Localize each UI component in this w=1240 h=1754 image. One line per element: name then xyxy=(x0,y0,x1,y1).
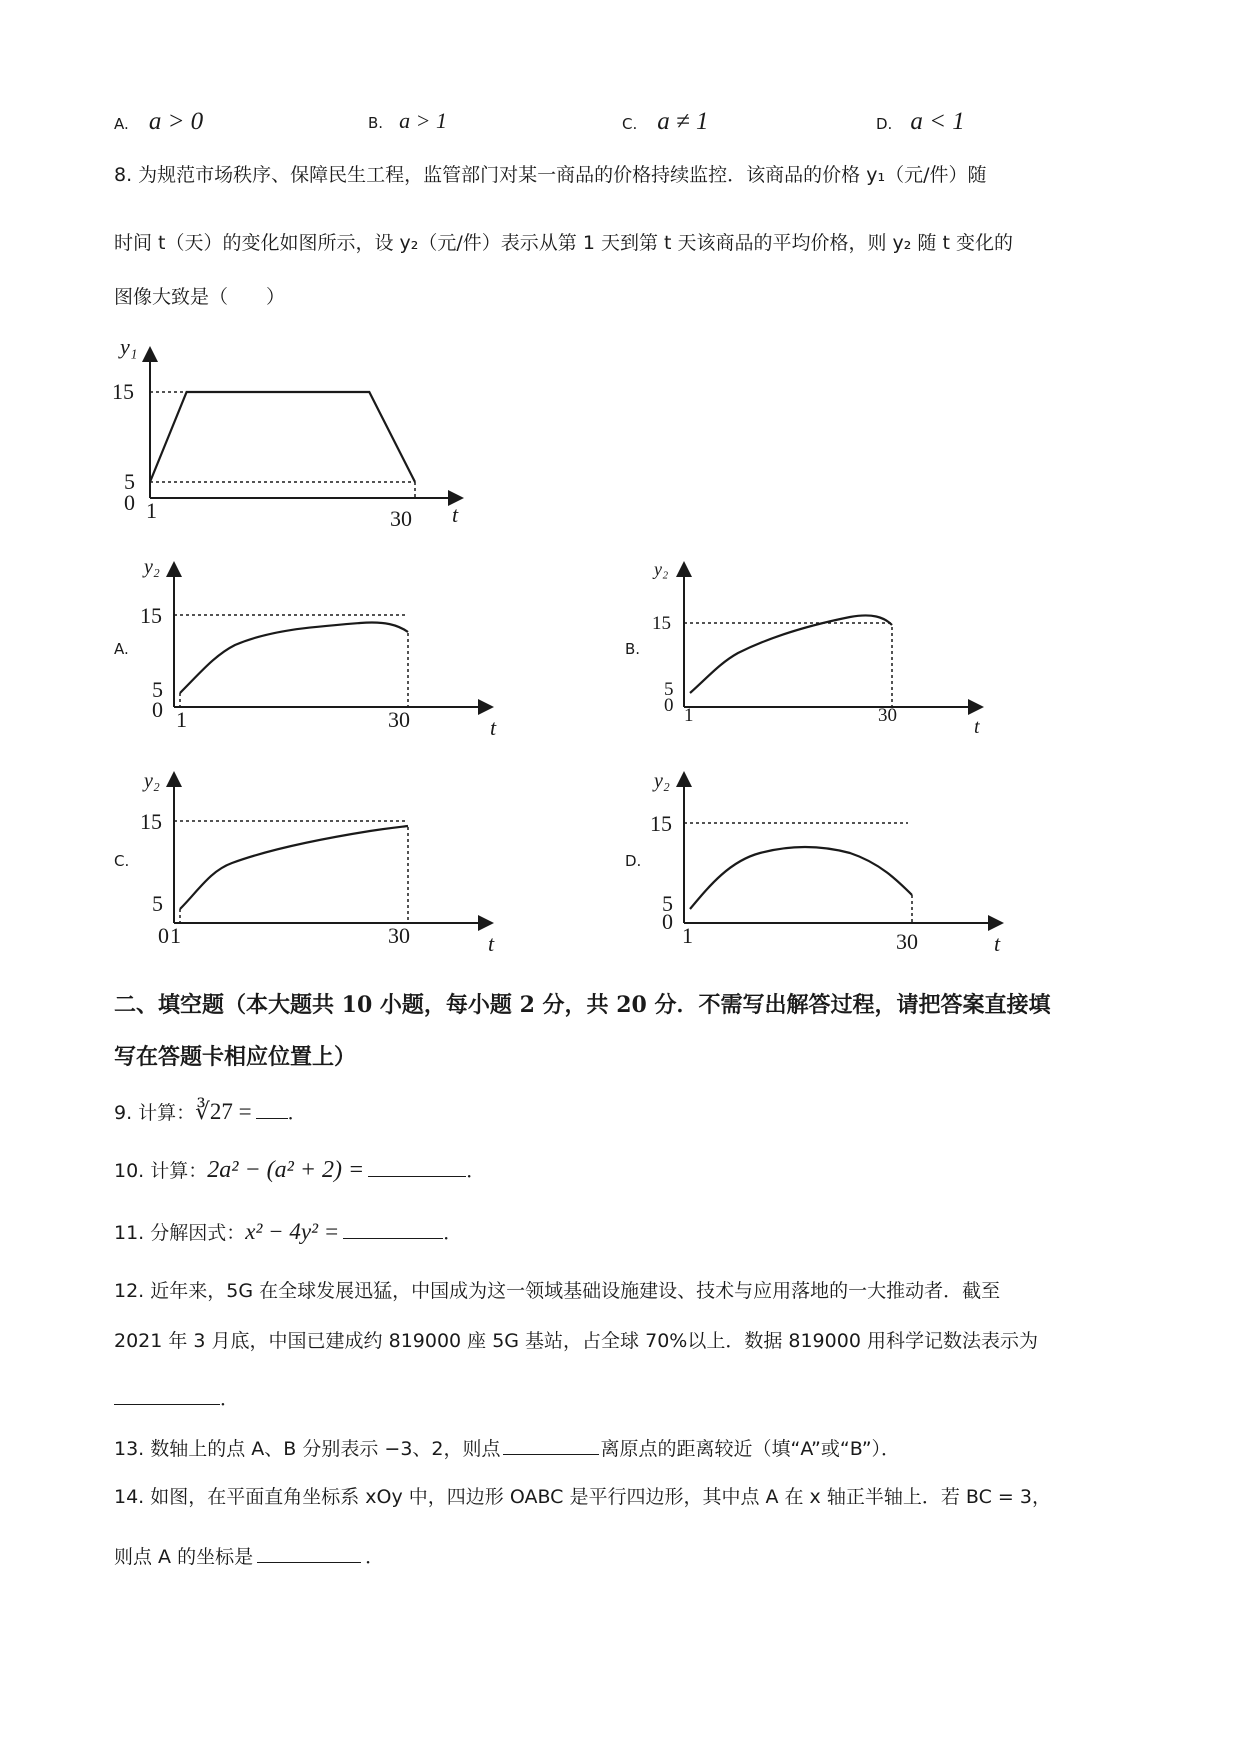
option-expr: a < 1 xyxy=(910,108,965,135)
q7-option-a xyxy=(114,108,203,136)
price-curve xyxy=(150,392,415,482)
average-curve xyxy=(690,615,892,693)
q12-line1: 12. 近年来，5G 在全球发展迅猛，中国成为这一领域基础设施建设、技术与应用落地的一大推动者．截至 xyxy=(114,1280,1001,1302)
y-axis-label: y₂ xyxy=(144,770,160,792)
choice-b-label: B. xyxy=(625,640,641,658)
x-tick-30: 30 xyxy=(388,923,410,948)
q14-answer-blank[interactable] xyxy=(257,1544,361,1563)
choice-c-label: C. xyxy=(114,852,130,870)
y-tick-15: 15 xyxy=(112,379,134,404)
q10-prefix: 10. 计算： xyxy=(114,1160,208,1182)
option-expr: a > 1 xyxy=(399,108,447,133)
q11-expr: x² − 4y² = xyxy=(245,1219,340,1244)
origin-label: 0 xyxy=(152,697,163,722)
q9-suffix: ． xyxy=(287,1102,307,1124)
origin-label: 0 xyxy=(158,923,169,948)
y-axis-label: y₂ xyxy=(654,770,670,792)
q8-text-line2: 时间 t（天）的变化如图所示，设 y₂（元/件）表示从第 1 天到第 t 天该商品的平均价格，则 y₂ 随 t 变化的 xyxy=(114,232,1013,254)
choice-a-label: A. xyxy=(114,640,129,658)
y-tick-5: 5 xyxy=(664,679,674,700)
q8-text-line1: 8. 为规范市场秩序、保障民生工程，监管部门对某一商品的价格持续监控．该商品的价格 y₁（元/件）随 xyxy=(114,164,987,186)
q7-option-b xyxy=(368,108,447,134)
q12-suffix: ． xyxy=(220,1388,240,1410)
x-axis-label: t xyxy=(452,502,459,527)
choice-b-graph xyxy=(650,555,1010,745)
x-axis-label: t xyxy=(994,931,1001,956)
option-label: A. xyxy=(114,115,129,133)
y-tick-15: 15 xyxy=(652,613,671,634)
q14-suffix: ． xyxy=(365,1546,385,1568)
x-axis-label: t xyxy=(490,715,497,740)
section2-heading-line2: 写在答题卡相应位置上） xyxy=(114,1044,357,1070)
q11-prefix: 11. 分解因式： xyxy=(114,1222,246,1244)
q10 xyxy=(114,1156,485,1184)
q11-answer-blank[interactable] xyxy=(343,1220,443,1239)
section2-heading-line1: 二、填空题（本大题共 10 小题，每小题 2 分，共 20 分．不需写出解答过程，请把答案直接填 xyxy=(114,992,1051,1018)
origin-label: 0 xyxy=(664,695,674,716)
q7-option-c xyxy=(622,108,709,136)
q14-prefix: 则点 A 的坐标是 xyxy=(114,1546,254,1568)
x-tick-30: 30 xyxy=(896,929,918,954)
choice-d-graph xyxy=(650,765,1020,955)
q10-expr: 2a² − (a² + 2) = xyxy=(207,1157,365,1183)
q9-expr: ∛27 = xyxy=(195,1099,252,1124)
q11 xyxy=(114,1218,462,1245)
q12-answer-blank[interactable] xyxy=(114,1386,220,1405)
x-axis-label: t xyxy=(488,931,495,956)
q13 xyxy=(114,1434,900,1461)
average-curve xyxy=(690,847,912,909)
x-tick-30: 30 xyxy=(878,705,897,726)
y-tick-5: 5 xyxy=(152,891,163,916)
average-curve xyxy=(180,622,408,693)
x-tick-1: 1 xyxy=(170,923,181,948)
q13-answer-blank[interactable] xyxy=(503,1436,599,1455)
q9-prefix: 9. 计算： xyxy=(114,1102,196,1124)
option-label: C. xyxy=(622,115,638,133)
y-tick-15: 15 xyxy=(140,809,162,834)
y-axis-label: y₂ xyxy=(654,559,669,579)
choice-c-graph xyxy=(140,765,500,955)
q11-suffix: ． xyxy=(443,1222,463,1244)
option-expr: a ≠ 1 xyxy=(657,108,709,135)
q13-suffix: 离原点的距离较近（填“A”或“B”）． xyxy=(600,1438,901,1460)
q13-prefix: 13. 数轴上的点 A、B 分别表示 −3、2，则点 xyxy=(114,1438,501,1460)
y-tick-5: 5 xyxy=(662,891,673,916)
choice-a-graph xyxy=(140,555,500,745)
x-tick-30: 30 xyxy=(390,506,412,531)
origin-label: 0 xyxy=(662,909,673,934)
option-label: D. xyxy=(876,115,893,133)
q14-line2 xyxy=(114,1542,384,1569)
option-label: B. xyxy=(368,114,384,132)
x-tick-1: 1 xyxy=(146,498,157,523)
q12-line2: 2021 年 3 月底，中国已建成约 819000 座 5G 基站，占全球 70%以上．数据 819000 用科学记数法表示为 xyxy=(114,1330,1038,1352)
average-curve xyxy=(180,826,408,909)
x-tick-1: 1 xyxy=(682,923,693,948)
x-tick-1: 1 xyxy=(684,705,694,726)
q12-line3 xyxy=(114,1384,239,1411)
y-axis-label: y₂ xyxy=(144,556,160,578)
choice-d-label: D. xyxy=(625,852,642,870)
y-tick-15: 15 xyxy=(140,603,162,628)
q10-answer-blank[interactable] xyxy=(368,1158,466,1177)
q9-answer-blank[interactable] xyxy=(256,1100,288,1119)
y-axis-label: y₁ xyxy=(120,334,138,359)
y-tick-5: 5 xyxy=(124,469,135,494)
q7-option-d xyxy=(876,108,965,136)
q8-text-line3: 图像大致是（ ） xyxy=(114,286,286,308)
q9 xyxy=(114,1098,307,1125)
y-tick-15: 15 xyxy=(650,811,672,836)
x-axis-label: t xyxy=(974,716,980,738)
q8-main-graph xyxy=(110,334,470,531)
q14-line1: 14. 如图，在平面直角坐标系 xOy 中，四边形 OABC 是平行四边形，其中点 A 在 x 轴正半轴上．若 BC = 3， xyxy=(114,1486,1051,1508)
x-tick-30: 30 xyxy=(388,707,410,732)
x-tick-1: 1 xyxy=(176,707,187,732)
q10-suffix: ． xyxy=(466,1160,486,1182)
origin-label: 0 xyxy=(124,490,135,515)
option-expr: a > 0 xyxy=(148,108,204,135)
y-tick-5: 5 xyxy=(152,677,163,702)
